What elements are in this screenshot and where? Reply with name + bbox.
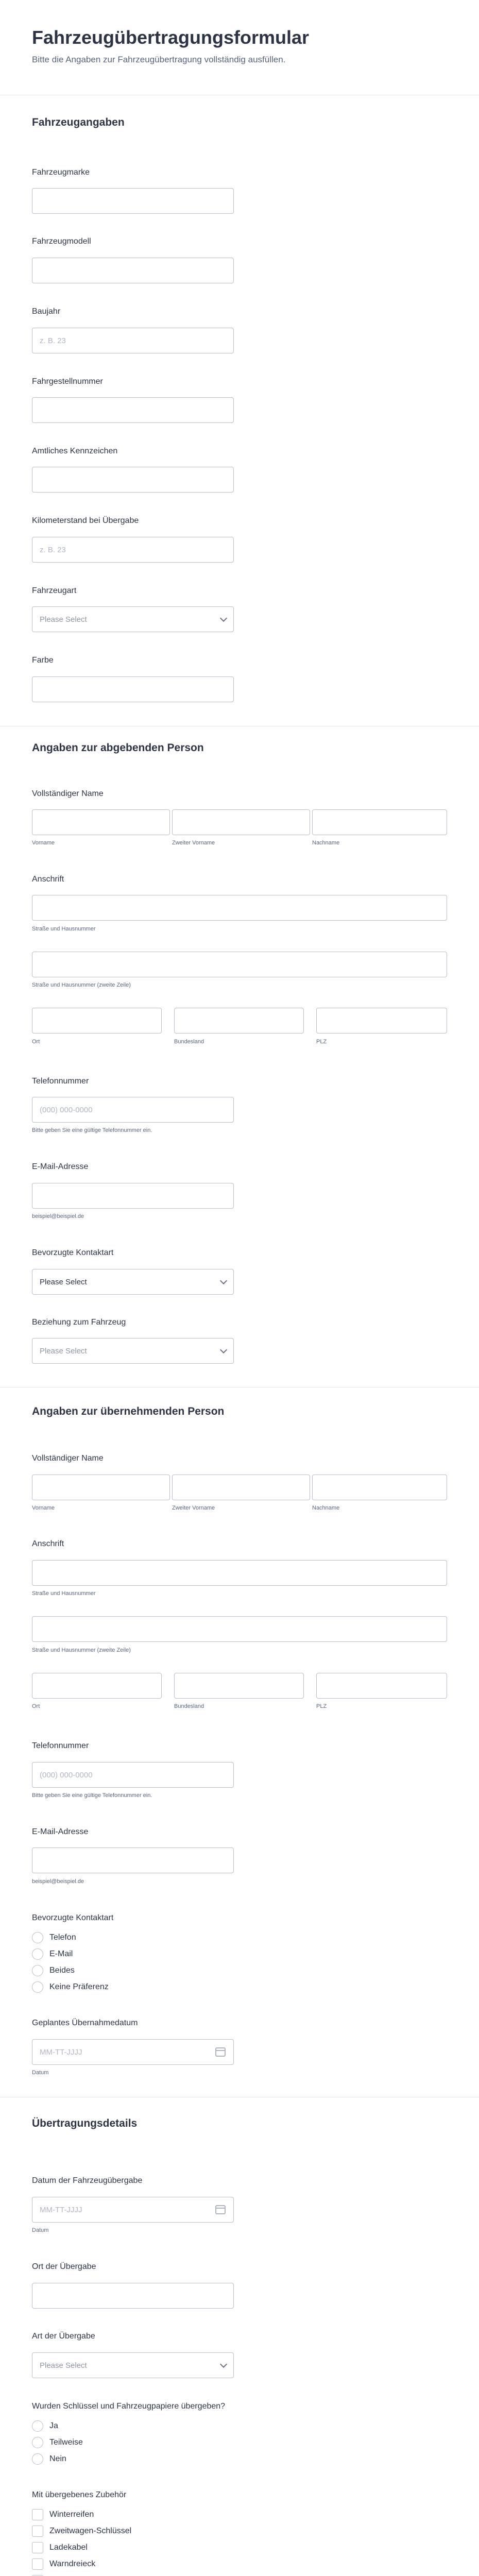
handover-place-input[interactable] <box>32 2283 234 2309</box>
checkbox[interactable] <box>32 2558 43 2570</box>
transferor-middle-name-sublabel: Zweiter Vorname <box>172 840 215 846</box>
handover-type-value: Please Select <box>40 2361 87 2370</box>
handover-date-input[interactable] <box>32 2197 234 2223</box>
radio-label: Beides <box>49 1966 75 1975</box>
planned-date-label: Geplantes Übernahmedatum <box>32 2019 138 2027</box>
transferee-last-name-sublabel: Nachname <box>312 1505 340 1511</box>
form-subtitle: Bitte die Angaben zur Fahrzeugübertragung vollständig ausfüllen. <box>32 55 286 64</box>
radio-button[interactable] <box>32 1965 43 1976</box>
planned-date-field <box>32 2039 234 2065</box>
chevron-down-icon <box>220 1277 227 1284</box>
transferee-contact-radio-group <box>32 1931 109 1994</box>
model-label: Fahrzeugmodell <box>32 237 91 246</box>
radio-label: Teilweise <box>49 2438 83 2447</box>
handover-type-select[interactable] <box>32 2352 234 2378</box>
plate-input[interactable] <box>32 467 234 493</box>
transferor-zip-input[interactable] <box>316 1008 447 1033</box>
checkbox[interactable] <box>32 2526 43 2537</box>
transferee-city-input[interactable] <box>32 1673 162 1699</box>
checkbox[interactable] <box>32 2542 43 2553</box>
transferor-contact-value: Please Select <box>40 1277 87 1286</box>
transferee-name-label: Vollständiger Name <box>32 1454 104 1463</box>
transferor-state-input[interactable] <box>174 1008 304 1033</box>
transferee-state-sublabel: Bundesland <box>174 1703 204 1709</box>
transferor-street1-sublabel: Straße und Hausnummer <box>32 926 96 932</box>
transferee-zip-input[interactable] <box>316 1673 447 1699</box>
mileage-input[interactable] <box>32 537 234 563</box>
transferee-email-label: E-Mail-Adresse <box>32 1827 89 1836</box>
make-label: Fahrzeugmarke <box>32 168 90 177</box>
handover-date-sublabel: Datum <box>32 2227 49 2233</box>
radio-option[interactable] <box>32 1931 109 1944</box>
transferor-street2-input[interactable] <box>32 952 447 977</box>
vin-label: Fahrgestellnummer <box>32 377 103 386</box>
transferee-email-input[interactable] <box>32 1848 234 1873</box>
radio-label: Keine Präferenz <box>49 1982 109 1991</box>
transferor-city-sublabel: Ort <box>32 1039 40 1045</box>
transferor-email-input[interactable] <box>32 1183 234 1209</box>
radio-label: Ja <box>49 2421 58 2430</box>
transferee-phone-sublabel: Bitte geben Sie eine gültige Telefonnummer ein. <box>32 1792 152 1799</box>
transferee-zip-sublabel: PLZ <box>316 1703 327 1709</box>
checkbox-option[interactable] <box>32 2557 131 2571</box>
transferor-first-name-input[interactable] <box>32 809 170 835</box>
transferor-relation-select[interactable] <box>32 1338 234 1364</box>
chevron-down-icon <box>220 614 227 621</box>
transferee-contact-label: Bevorzugte Kontaktart <box>32 1913 114 1922</box>
transferee-street2-input[interactable] <box>32 1616 447 1642</box>
transferee-city-sublabel: Ort <box>32 1703 40 1709</box>
section-title-transferor: Angaben zur abgebenden Person <box>32 742 204 754</box>
vin-input[interactable] <box>32 397 234 423</box>
radio-option[interactable] <box>32 1947 109 1961</box>
transferor-last-name-sublabel: Nachname <box>312 840 340 846</box>
transferor-email-label: E-Mail-Adresse <box>32 1162 89 1171</box>
checkbox-label: Zweitwagen-Schlüssel <box>49 2527 132 2535</box>
transferor-address-label: Anschrift <box>32 875 64 884</box>
planned-date-input[interactable] <box>32 2039 234 2065</box>
transferee-first-name-input[interactable] <box>32 1475 170 1500</box>
radio-button[interactable] <box>32 1948 43 1960</box>
handover-type-label: Art der Übergabe <box>32 2332 95 2341</box>
vehicle-type-label: Fahrzeugart <box>32 586 77 595</box>
mileage-label: Kilometerstand bei Übergabe <box>32 516 139 525</box>
section-title-transferee: Angaben zur übernehmenden Person <box>32 1405 225 1417</box>
handover-date-field <box>32 2197 234 2223</box>
checkbox-label: Winterreifen <box>49 2510 94 2519</box>
transferor-contact-select[interactable] <box>32 1269 234 1295</box>
model-input[interactable] <box>32 258 234 283</box>
radio-label: Nein <box>49 2454 66 2463</box>
radio-button[interactable] <box>32 2453 43 2465</box>
transferee-street1-input[interactable] <box>32 1560 447 1586</box>
handover-place-label: Ort der Übergabe <box>32 2262 96 2271</box>
transferee-phone-label: Telefonnummer <box>32 1741 89 1750</box>
checkbox-label: Warndreieck <box>49 2560 96 2568</box>
year-label: Baujahr <box>32 307 61 316</box>
vehicle-type-select[interactable] <box>32 606 234 632</box>
checkbox-option[interactable] <box>32 2524 131 2538</box>
checkbox-option[interactable] <box>32 2508 131 2521</box>
calendar-icon[interactable] <box>215 2205 226 2214</box>
color-input[interactable] <box>32 676 234 702</box>
form-title: Fahrzeugübertragungsformular <box>32 27 310 48</box>
checkbox-label: Ladekabel <box>49 2543 88 2552</box>
keys-label: Wurden Schlüssel und Fahrzeugpapiere übergeben? <box>32 2402 226 2411</box>
transferor-relation-label: Beziehung zum Fahrzeug <box>32 1318 126 1327</box>
radio-button[interactable] <box>32 2420 43 2432</box>
keys-radio-group <box>32 2419 83 2466</box>
accessories-checkbox-group <box>32 2508 131 2576</box>
checkbox-option[interactable] <box>32 2574 131 2576</box>
chevron-down-icon <box>220 1346 227 1353</box>
section-title-transfer: Übertragungsdetails <box>32 2117 138 2129</box>
transferor-state-sublabel: Bundesland <box>174 1039 204 1045</box>
transferee-street2-sublabel: Straße und Hausnummer (zweite Zeile) <box>32 1647 131 1653</box>
radio-option[interactable] <box>32 1964 109 1977</box>
radio-option[interactable] <box>32 2419 83 2433</box>
transferor-city-input[interactable] <box>32 1008 162 1033</box>
transferor-name-label: Vollständiger Name <box>32 789 104 798</box>
year-input[interactable] <box>32 328 234 353</box>
chevron-down-icon <box>220 2360 227 2367</box>
handover-date-label: Datum der Fahrzeugübergabe <box>32 2176 143 2185</box>
radio-button[interactable] <box>32 1981 43 1993</box>
transferor-middle-name-input[interactable] <box>172 809 310 835</box>
transferor-first-name-sublabel: Vorname <box>32 840 55 846</box>
transferee-phone-input[interactable] <box>32 1762 234 1788</box>
transferor-phone-input[interactable] <box>32 1097 234 1123</box>
transferor-street1-input[interactable] <box>32 895 447 921</box>
checkbox-option[interactable] <box>32 2541 131 2554</box>
radio-button[interactable] <box>32 2437 43 2448</box>
transferee-last-name-input[interactable] <box>312 1475 447 1500</box>
planned-date-sublabel: Datum <box>32 2070 49 2076</box>
plate-label: Amtliches Kennzeichen <box>32 447 118 455</box>
transferor-relation-value: Please Select <box>40 1346 87 1355</box>
radio-option[interactable] <box>32 2452 83 2466</box>
transferor-last-name-input[interactable] <box>312 809 447 835</box>
calendar-icon[interactable] <box>215 2047 226 2057</box>
vehicle-type-value: Please Select <box>40 615 87 624</box>
radio-label: Telefon <box>49 1933 76 1942</box>
checkbox[interactable] <box>32 2509 43 2520</box>
transferor-contact-label: Bevorzugte Kontaktart <box>32 1248 114 1257</box>
transferor-email-sublabel: beispiel@beispiel.de <box>32 1213 84 1219</box>
transferee-state-input[interactable] <box>174 1673 304 1699</box>
accessories-label: Mit übergebenes Zubehör <box>32 2490 127 2499</box>
transferee-address-label: Anschrift <box>32 1539 64 1548</box>
transferee-first-name-sublabel: Vorname <box>32 1505 55 1511</box>
transferor-street2-sublabel: Straße und Hausnummer (zweite Zeile) <box>32 982 131 988</box>
radio-label: E-Mail <box>49 1950 73 1958</box>
color-label: Farbe <box>32 656 54 665</box>
transferee-middle-name-sublabel: Zweiter Vorname <box>172 1505 215 1511</box>
transferee-email-sublabel: beispiel@beispiel.de <box>32 1878 84 1885</box>
make-input[interactable] <box>32 188 234 214</box>
transferee-middle-name-input[interactable] <box>172 1475 310 1500</box>
transferee-street1-sublabel: Straße und Hausnummer <box>32 1590 96 1597</box>
transferor-zip-sublabel: PLZ <box>316 1039 327 1045</box>
transferor-phone-sublabel: Bitte geben Sie eine gültige Telefonnummer ein. <box>32 1127 152 1133</box>
radio-option[interactable] <box>32 1980 109 1994</box>
radio-option[interactable] <box>32 2436 83 2449</box>
radio-button[interactable] <box>32 1932 43 1943</box>
section-title-vehicle: Fahrzeugangaben <box>32 116 125 128</box>
transferor-phone-label: Telefonnummer <box>32 1077 89 1086</box>
